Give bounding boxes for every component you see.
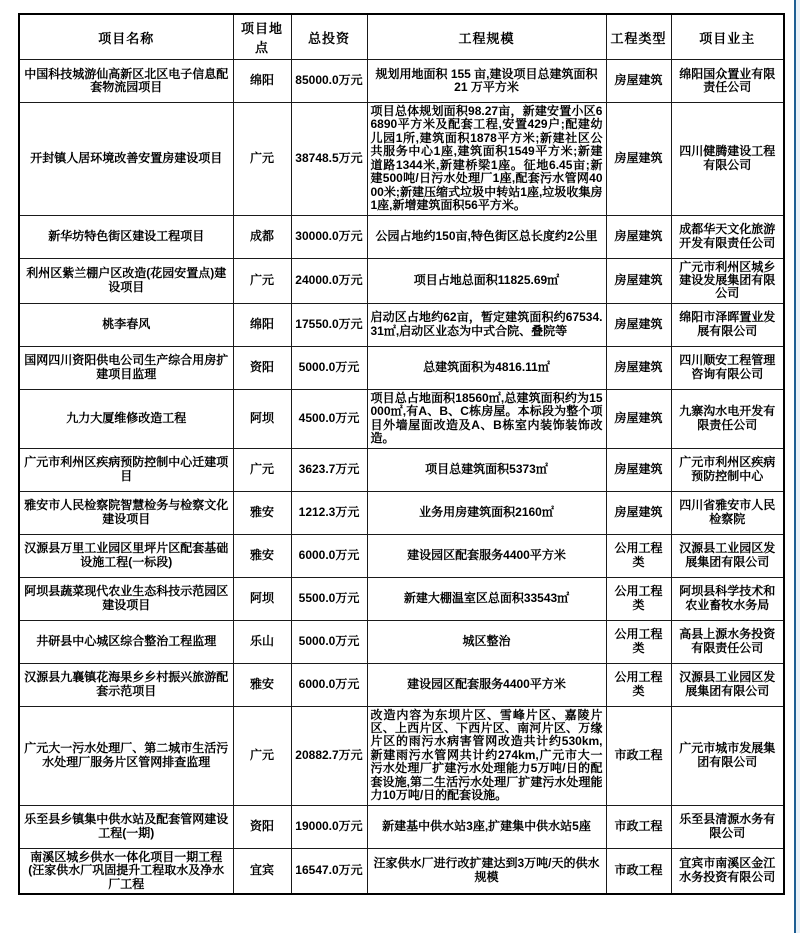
owner-cell: 四川健腾建设工程有限公司 — [671, 103, 784, 216]
category-cell: 房屋建筑 — [606, 346, 671, 389]
table-row — [19, 60, 784, 103]
category-cell: 房屋建筑 — [606, 60, 671, 103]
owner-cell: 广元市利州区疾病预防控制中心 — [671, 448, 784, 491]
table-row — [19, 103, 784, 216]
investment-cell: 17550.0万元 — [291, 303, 367, 346]
scale-cell: 项目总占地面积18560㎡,总建筑面积约为15000㎡,有A、B、C栋房屋。本标段为整个项目外墙屋面改造及A、B栋室内装饰装饰改造。 — [367, 389, 606, 448]
project-name-cell: 南溪区城乡供水一体化项目一期工程(汪家供水厂巩固提升工程取水及净水厂工程 — [19, 848, 233, 894]
scale-cell: 规划用地面积 155 亩,建设项目总建筑面积 21 万平方米 — [367, 60, 606, 103]
investment-cell: 16547.0万元 — [291, 848, 367, 894]
project-name-cell: 汉源县万里工业园区里坪片区配套基础设施工程(一标段) — [19, 534, 233, 577]
table-row — [19, 258, 784, 303]
owner-cell: 广元市城市发展集团有限公司 — [671, 706, 784, 805]
scale-cell: 项目占地总面积11825.69㎡ — [367, 258, 606, 303]
location-cell: 绵阳 — [233, 60, 291, 103]
investment-cell: 6000.0万元 — [291, 663, 367, 706]
location-cell: 资阳 — [233, 805, 291, 848]
investment-cell: 20882.7万元 — [291, 706, 367, 805]
project-name-cell: 广元大一污水处理厂、第二城市生活污水处理厂服务片区管网排查监理 — [19, 706, 233, 805]
window-edge-strip — [796, 0, 800, 933]
table-row — [19, 805, 784, 848]
col-header-project-name: 项目名称 — [19, 14, 233, 60]
investment-cell: 1212.3万元 — [291, 491, 367, 534]
table-row — [19, 534, 784, 577]
location-cell: 绵阳 — [233, 303, 291, 346]
category-cell: 房屋建筑 — [606, 389, 671, 448]
scale-cell: 项目总建筑面积5373㎡ — [367, 448, 606, 491]
category-cell: 公用工程类 — [606, 534, 671, 577]
owner-cell: 四川省雅安市人民检察院 — [671, 491, 784, 534]
owner-cell: 成都华天文化旅游开发有限责任公司 — [671, 215, 784, 258]
category-cell: 公用工程类 — [606, 663, 671, 706]
location-cell: 雅安 — [233, 491, 291, 534]
project-name-cell: 井研县中心城区综合整治工程监理 — [19, 620, 233, 663]
table-row — [19, 706, 784, 805]
scale-cell: 总建筑面积为4816.11㎡ — [367, 346, 606, 389]
location-cell: 阿坝 — [233, 577, 291, 620]
category-cell: 房屋建筑 — [606, 491, 671, 534]
location-cell: 雅安 — [233, 534, 291, 577]
scale-cell: 业务用房建筑面积2160㎡ — [367, 491, 606, 534]
project-name-cell: 新华坊特色街区建设工程项目 — [19, 215, 233, 258]
category-cell: 市政工程 — [606, 848, 671, 894]
investment-cell: 19000.0万元 — [291, 805, 367, 848]
table-row — [19, 346, 784, 389]
investment-cell: 5500.0万元 — [291, 577, 367, 620]
project-name-cell: 汉源县九襄镇花海果乡乡村振兴旅游配套示范项目 — [19, 663, 233, 706]
category-cell: 房屋建筑 — [606, 258, 671, 303]
category-cell: 房屋建筑 — [606, 215, 671, 258]
projects-table — [18, 13, 785, 895]
investment-cell: 38748.5万元 — [291, 103, 367, 216]
owner-cell: 宜宾市南溪区金江水务投资有限公司 — [671, 848, 784, 894]
owner-cell: 汉源县工业园区发展集团有限公司 — [671, 663, 784, 706]
location-cell: 广元 — [233, 258, 291, 303]
project-name-cell: 九力大厦维修改造工程 — [19, 389, 233, 448]
scale-cell: 公园占地约150亩,特色街区总长度约2公里 — [367, 215, 606, 258]
location-cell: 雅安 — [233, 663, 291, 706]
scale-cell: 改造内容为东坝片区、雪峰片区、嘉陵片区、上西片区、下西片区、南河片区、万缘片区的雨污水病害管网改造共计约530km,新建雨污水管网共计约274km,广元市大一污水处理厂扩建污水处理能力5万吨/日的配套设施,第二生活污水处理厂扩建污水处理能力10万吨/日的配套设施。 — [367, 706, 606, 805]
category-cell: 房屋建筑 — [606, 448, 671, 491]
project-name-cell: 开封镇人居环境改善安置房建设项目 — [19, 103, 233, 216]
project-name-cell: 乐至县乡镇集中供水站及配套管网建设工程(一期) — [19, 805, 233, 848]
table-row — [19, 389, 784, 448]
owner-cell: 阿坝县科学技术和农业畜牧水务局 — [671, 577, 784, 620]
scale-cell: 新建基中供水站3座,扩建集中供水站5座 — [367, 805, 606, 848]
location-cell: 乐山 — [233, 620, 291, 663]
col-header-location: 项目地点 — [233, 14, 291, 60]
location-cell: 广元 — [233, 448, 291, 491]
table-row — [19, 663, 784, 706]
location-cell: 宜宾 — [233, 848, 291, 894]
location-cell: 资阳 — [233, 346, 291, 389]
location-cell: 阿坝 — [233, 389, 291, 448]
investment-cell: 4500.0万元 — [291, 389, 367, 448]
investment-cell: 30000.0万元 — [291, 215, 367, 258]
category-cell: 公用工程类 — [606, 620, 671, 663]
table-row — [19, 303, 784, 346]
owner-cell: 绵阳国众置业有限责任公司 — [671, 60, 784, 103]
location-cell: 成都 — [233, 215, 291, 258]
project-name-cell: 桃李春风 — [19, 303, 233, 346]
col-header-scale: 工程规模 — [367, 14, 606, 60]
scale-cell: 城区整治 — [367, 620, 606, 663]
location-cell: 广元 — [233, 706, 291, 805]
category-cell: 市政工程 — [606, 805, 671, 848]
project-name-cell: 阿坝县蔬菜现代农业生态科技示范园区建设项目 — [19, 577, 233, 620]
owner-cell: 四川顺安工程管理咨询有限公司 — [671, 346, 784, 389]
table-row — [19, 620, 784, 663]
investment-cell: 24000.0万元 — [291, 258, 367, 303]
investment-cell: 5000.0万元 — [291, 620, 367, 663]
table-header-row — [19, 14, 784, 60]
category-cell: 市政工程 — [606, 706, 671, 805]
table-row — [19, 215, 784, 258]
owner-cell: 广元市利州区城乡建设发展集团有限公司 — [671, 258, 784, 303]
investment-cell: 5000.0万元 — [291, 346, 367, 389]
location-cell: 广元 — [233, 103, 291, 216]
scale-cell: 新建大棚温室区总面积33543㎡ — [367, 577, 606, 620]
scale-cell: 启动区占地约62亩，暂定建筑面积约67534.31㎡,启动区业态为中式合院、叠院等 — [367, 303, 606, 346]
scale-cell: 建设园区配套服务4400平方米 — [367, 663, 606, 706]
owner-cell: 汉源县工业园区发展集团有限公司 — [671, 534, 784, 577]
category-cell: 公用工程类 — [606, 577, 671, 620]
investment-cell: 6000.0万元 — [291, 534, 367, 577]
owner-cell: 乐至县清源水务有限公司 — [671, 805, 784, 848]
project-name-cell: 中国科技城游仙高新区北区电子信息配套物流园项目 — [19, 60, 233, 103]
scale-cell: 汪家供水厂进行改扩建达到3万吨/天的供水规模 — [367, 848, 606, 894]
category-cell: 房屋建筑 — [606, 103, 671, 216]
project-name-cell: 利州区紫兰棚户区改造(花园安置点)建设项目 — [19, 258, 233, 303]
scale-cell: 项目总体规划面积98.27亩，新建安置小区66890平方米及配套工程,安置429户;配建幼儿园1所,建筑面积1878平方米;新建社区公共服务中心1座,建筑面积1549平方米;新建道路1344米,新建桥梁1座。征地6.45亩;新建500吨/日污水处理厂1座,配套污水管网4000米;新建压缩式垃圾中转站1座,垃圾收集房1座,新增建筑面积56平方米。 — [367, 103, 606, 216]
owner-cell: 高县上源水务投资有限责任公司 — [671, 620, 784, 663]
investment-cell: 85000.0万元 — [291, 60, 367, 103]
project-name-cell: 广元市利州区疾病预防控制中心迁建项目 — [19, 448, 233, 491]
project-name-cell: 雅安市人民检察院智慧检务与检察文化建设项目 — [19, 491, 233, 534]
category-cell: 房屋建筑 — [606, 303, 671, 346]
owner-cell: 绵阳市泽晖置业发展有限公司 — [671, 303, 784, 346]
investment-cell: 3623.7万元 — [291, 448, 367, 491]
col-header-investment: 总投资 — [291, 14, 367, 60]
table-row — [19, 448, 784, 491]
table-row — [19, 848, 784, 894]
table-row — [19, 491, 784, 534]
table-row — [19, 577, 784, 620]
project-name-cell: 国网四川资阳供电公司生产综合用房扩建项目监理 — [19, 346, 233, 389]
scale-cell: 建设园区配套服务4400平方米 — [367, 534, 606, 577]
col-header-owner: 项目业主 — [671, 14, 784, 60]
owner-cell: 九寨沟水电开发有限责任公司 — [671, 389, 784, 448]
col-header-category: 工程类型 — [606, 14, 671, 60]
